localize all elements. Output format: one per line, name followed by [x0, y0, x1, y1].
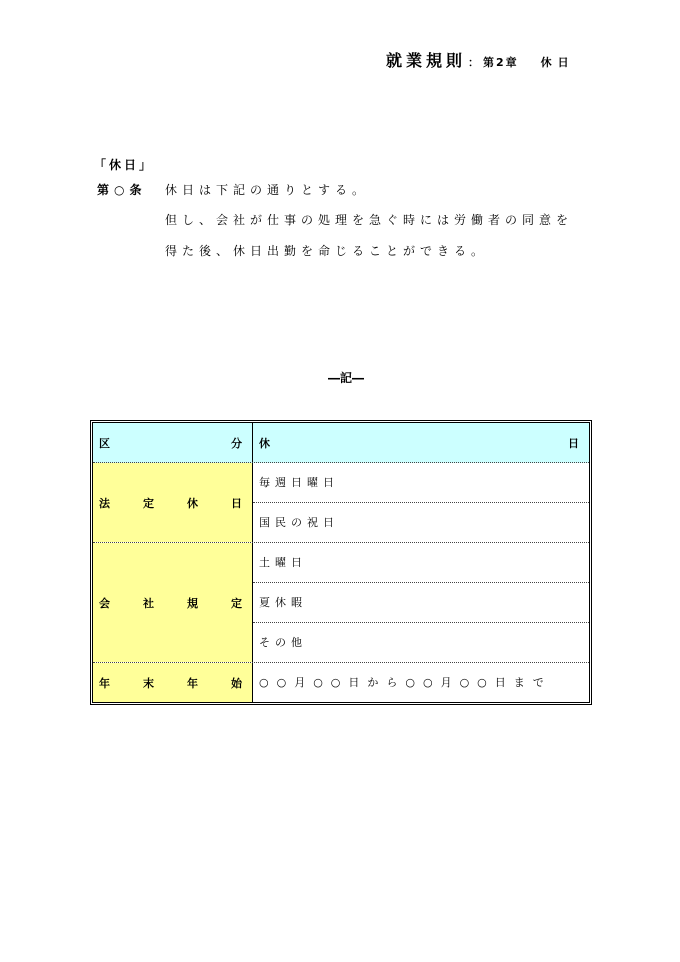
label-char: 日 [231, 496, 242, 510]
label-char: 末 [143, 676, 154, 690]
label-char: 会 [99, 596, 110, 610]
holiday-item: その他 [259, 636, 307, 649]
label-char: 休 [259, 436, 270, 450]
article-line: 但し、会社が仕事の処理を急ぐ時には労働者の同意を [165, 213, 574, 227]
holiday-item: 毎週日曜日 [253, 463, 589, 503]
chapter-number: 第2章 [483, 56, 519, 69]
note-mark: ―記― [327, 371, 364, 385]
holiday-item: 夏休暇 [253, 583, 589, 623]
label-char: 年 [187, 676, 198, 690]
holiday-item: 土曜日 [253, 543, 589, 583]
label-char: 定 [143, 496, 154, 510]
label-char: 定 [231, 596, 242, 610]
article-line: 得た後、休日出勤を命じることができる。 [165, 244, 489, 258]
document-title: 就業規則 [386, 51, 467, 70]
label-char: 始 [231, 676, 242, 690]
label-char: 区 [99, 436, 110, 450]
document-header [386, 48, 575, 71]
chapter-title: 休日 [540, 56, 575, 69]
holiday-item: 国民の祝日 [259, 516, 339, 529]
label-char: 社 [143, 596, 154, 610]
label-char: 日 [568, 436, 579, 450]
table-group [93, 463, 589, 543]
label-char: 規 [187, 596, 198, 610]
label-char: 年 [99, 676, 110, 690]
label-char: 分 [231, 436, 242, 450]
holiday-item: ○○月○○日から○○月○○日まで [259, 676, 552, 689]
article-line: 休日は下記の通りとする。 [165, 183, 370, 197]
table-header-row [93, 423, 589, 463]
table-group [93, 543, 589, 663]
label-char: 休 [187, 496, 198, 510]
label-char: 法 [99, 496, 110, 510]
header-category-cell [93, 423, 253, 462]
category-cell [93, 663, 253, 702]
article-number: 第○条 [97, 183, 147, 197]
holiday-items [253, 663, 589, 702]
chapter-separator: ： [468, 56, 480, 69]
category-cell [93, 463, 253, 542]
article-heading: 「休日」 [94, 158, 155, 172]
header-holiday-cell [253, 423, 589, 462]
table-group [93, 663, 589, 702]
holiday-table [90, 420, 592, 705]
holiday-items [253, 543, 589, 662]
category-cell [93, 543, 253, 662]
holiday-items [253, 463, 589, 542]
